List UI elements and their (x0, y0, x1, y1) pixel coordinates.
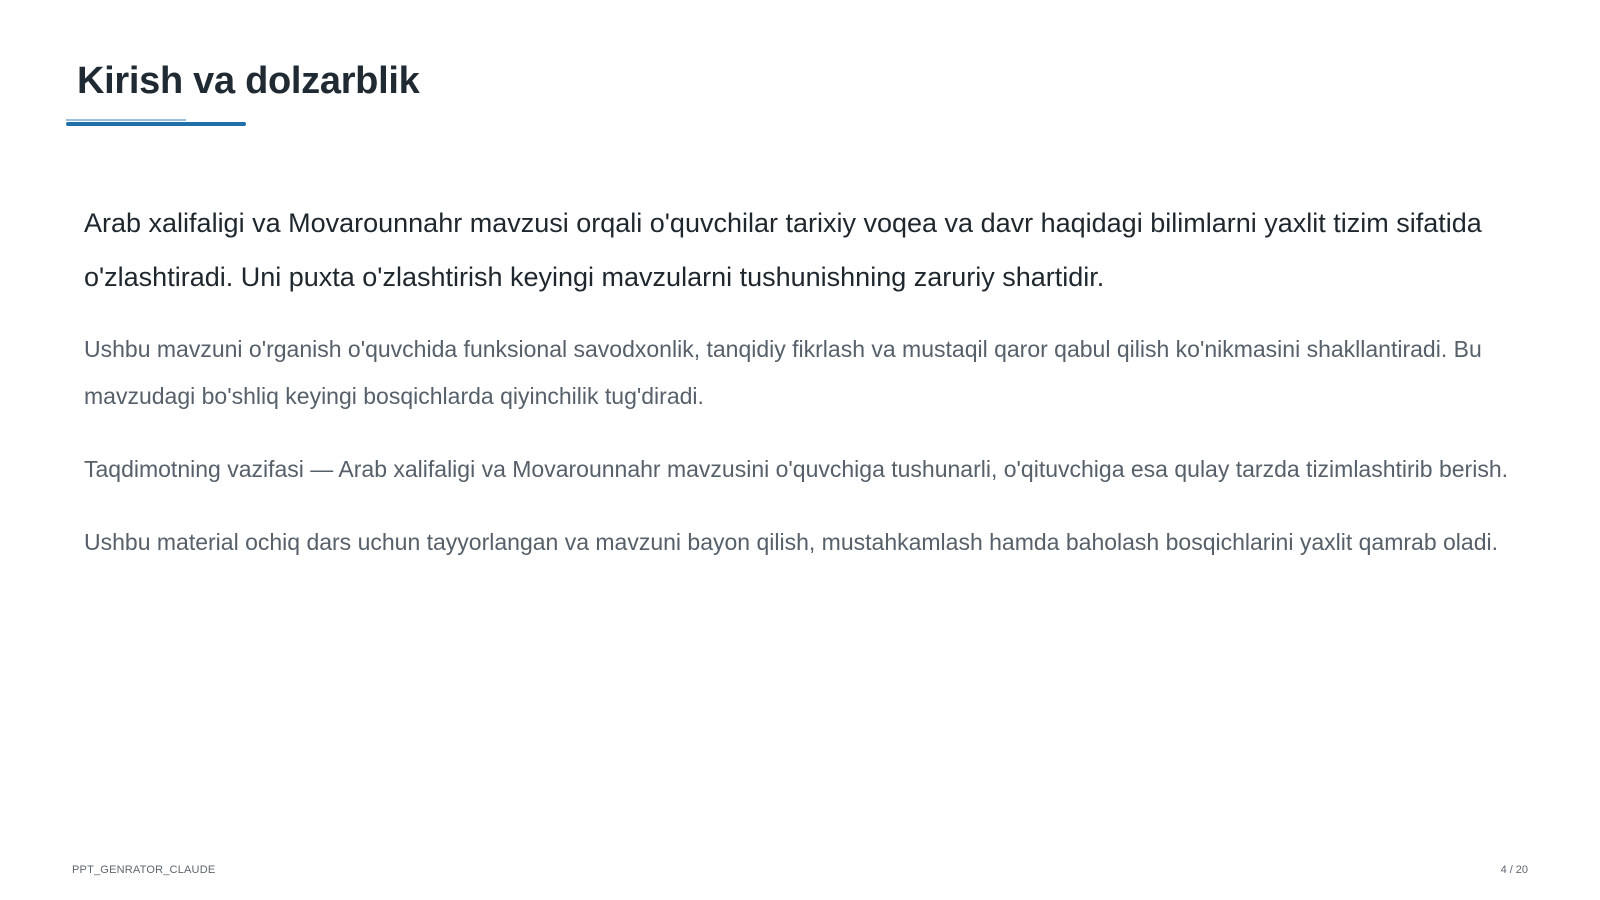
page-separator: / (1509, 864, 1513, 876)
slide-title: Kirish va dolzarblik (77, 60, 420, 102)
title-underline-accent (66, 119, 186, 121)
footer-brand: PPT_GENRATOR_CLAUDE (72, 864, 216, 876)
body-paragraph: Taqdimotning vazifasi — Arab xalifaligi va Movarounnahr mavzusini o'quvchiga tushunarli, o'qituvchiga esa qulay tarzda tizimlashtirib berish. (84, 456, 1509, 482)
page-number (1501, 864, 1528, 876)
body-paragraph: Ushbu material ochiq dars uchun tayyorlangan va mavzuni bayon qilish, mustahkamlash hamda baholash bosqichlarini yaxlit qamrab oladi. (84, 529, 1498, 555)
body-paragraph: Ushbu mavzuni o'rganish o'quvchida funksional savodxonlik, tanqidiy fikrlash va mustaqil qaror qabul qilish ko'nikmasini shakllantiradi. Bu mavzudagi bo'shliq keyingi bosqichlarda qiyinchilik tug'diradi. (84, 336, 1482, 409)
lead-paragraph: Arab xalifaligi va Movarounnahr mavzusi orqali o'quvchilar tarixiy voqea va davr haqidagi bilimlarni yaxlit tizim sifatida o'zlashtiradi. Uni puxta o'zlashtirish keyingi mavzularni tushunishning zaruriy shartidir. (84, 208, 1482, 292)
slide-content (84, 196, 1514, 592)
title-underline (66, 122, 246, 126)
page-total: 20 (1515, 864, 1528, 876)
page-current: 4 (1500, 864, 1507, 876)
